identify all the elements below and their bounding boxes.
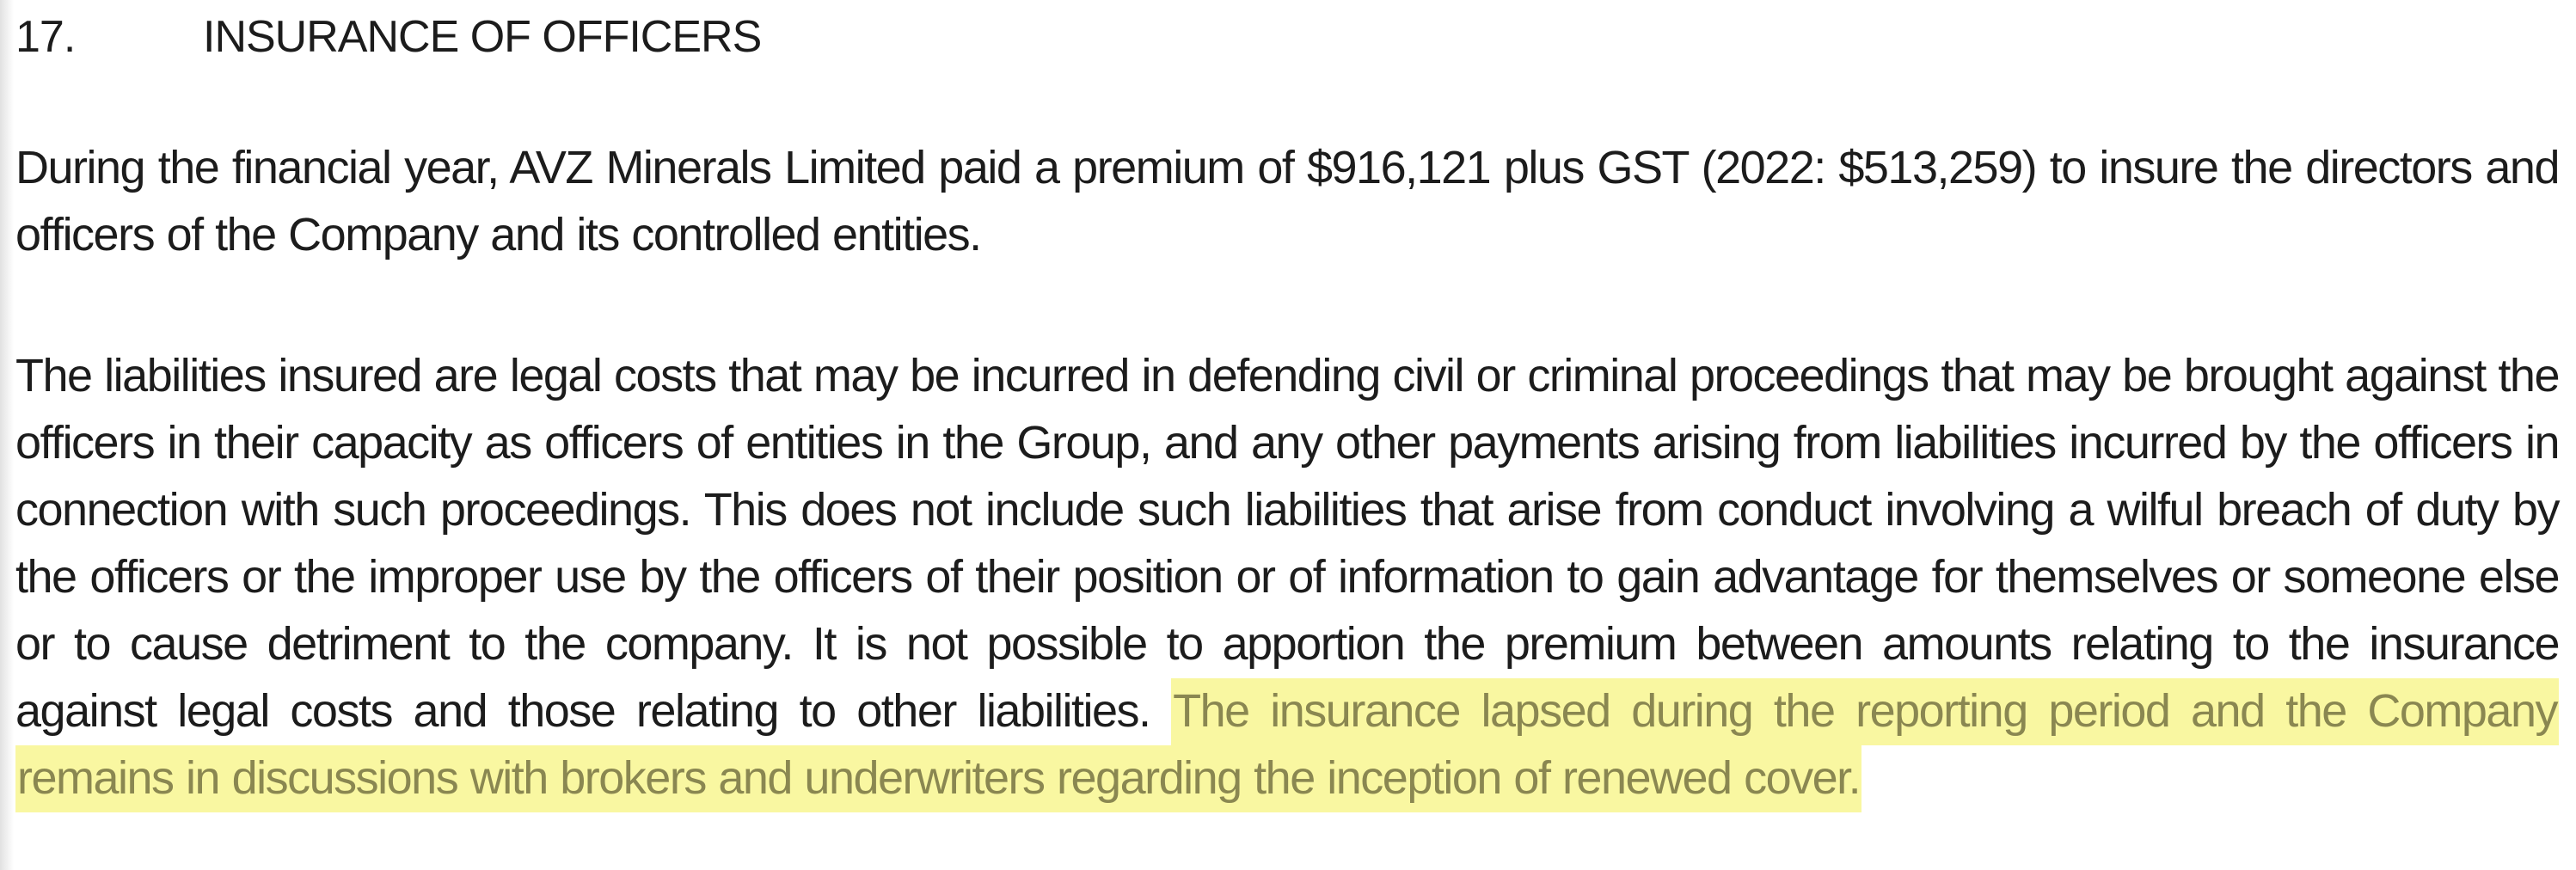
paragraph-liabilities <box>15 342 2559 812</box>
paragraph-premium: During the financial year, AVZ Minerals Limited paid a premium of $916,121 plus GST (2022: $513,259) to insure the directors and officers of the Company and its controlled entities. <box>15 142 2559 260</box>
highlighted-text: The insurance lapsed during the reporting period and the Company remains in discussions with brokers and underwriters regarding the inception of renewed cover. <box>15 678 2559 812</box>
section-title: INSURANCE OF OFFICERS <box>203 12 762 62</box>
page-edge-shadow <box>0 0 14 870</box>
section-number: 17. <box>15 12 76 62</box>
paragraph-liabilities-text: The liabilities insured are legal costs that may be incurred in defending civil or criminal proceedings that may be brought against the officers in their capacity as officers of entities in the Group, and any other payments arising from liabilities incurred by the officers in connection with such proceedings. This does not include such liabilities that arise from conduct involving a wilful breach of duty by the officers or the improper use by the officers of their position or of information to gain advantage for themselves or someone else or to cause detriment to the company. It is not possible to apportion the premium between amounts relating to the insurance against legal costs and those relating to other liabilities. <box>15 350 2559 737</box>
section-heading <box>15 5 2559 69</box>
